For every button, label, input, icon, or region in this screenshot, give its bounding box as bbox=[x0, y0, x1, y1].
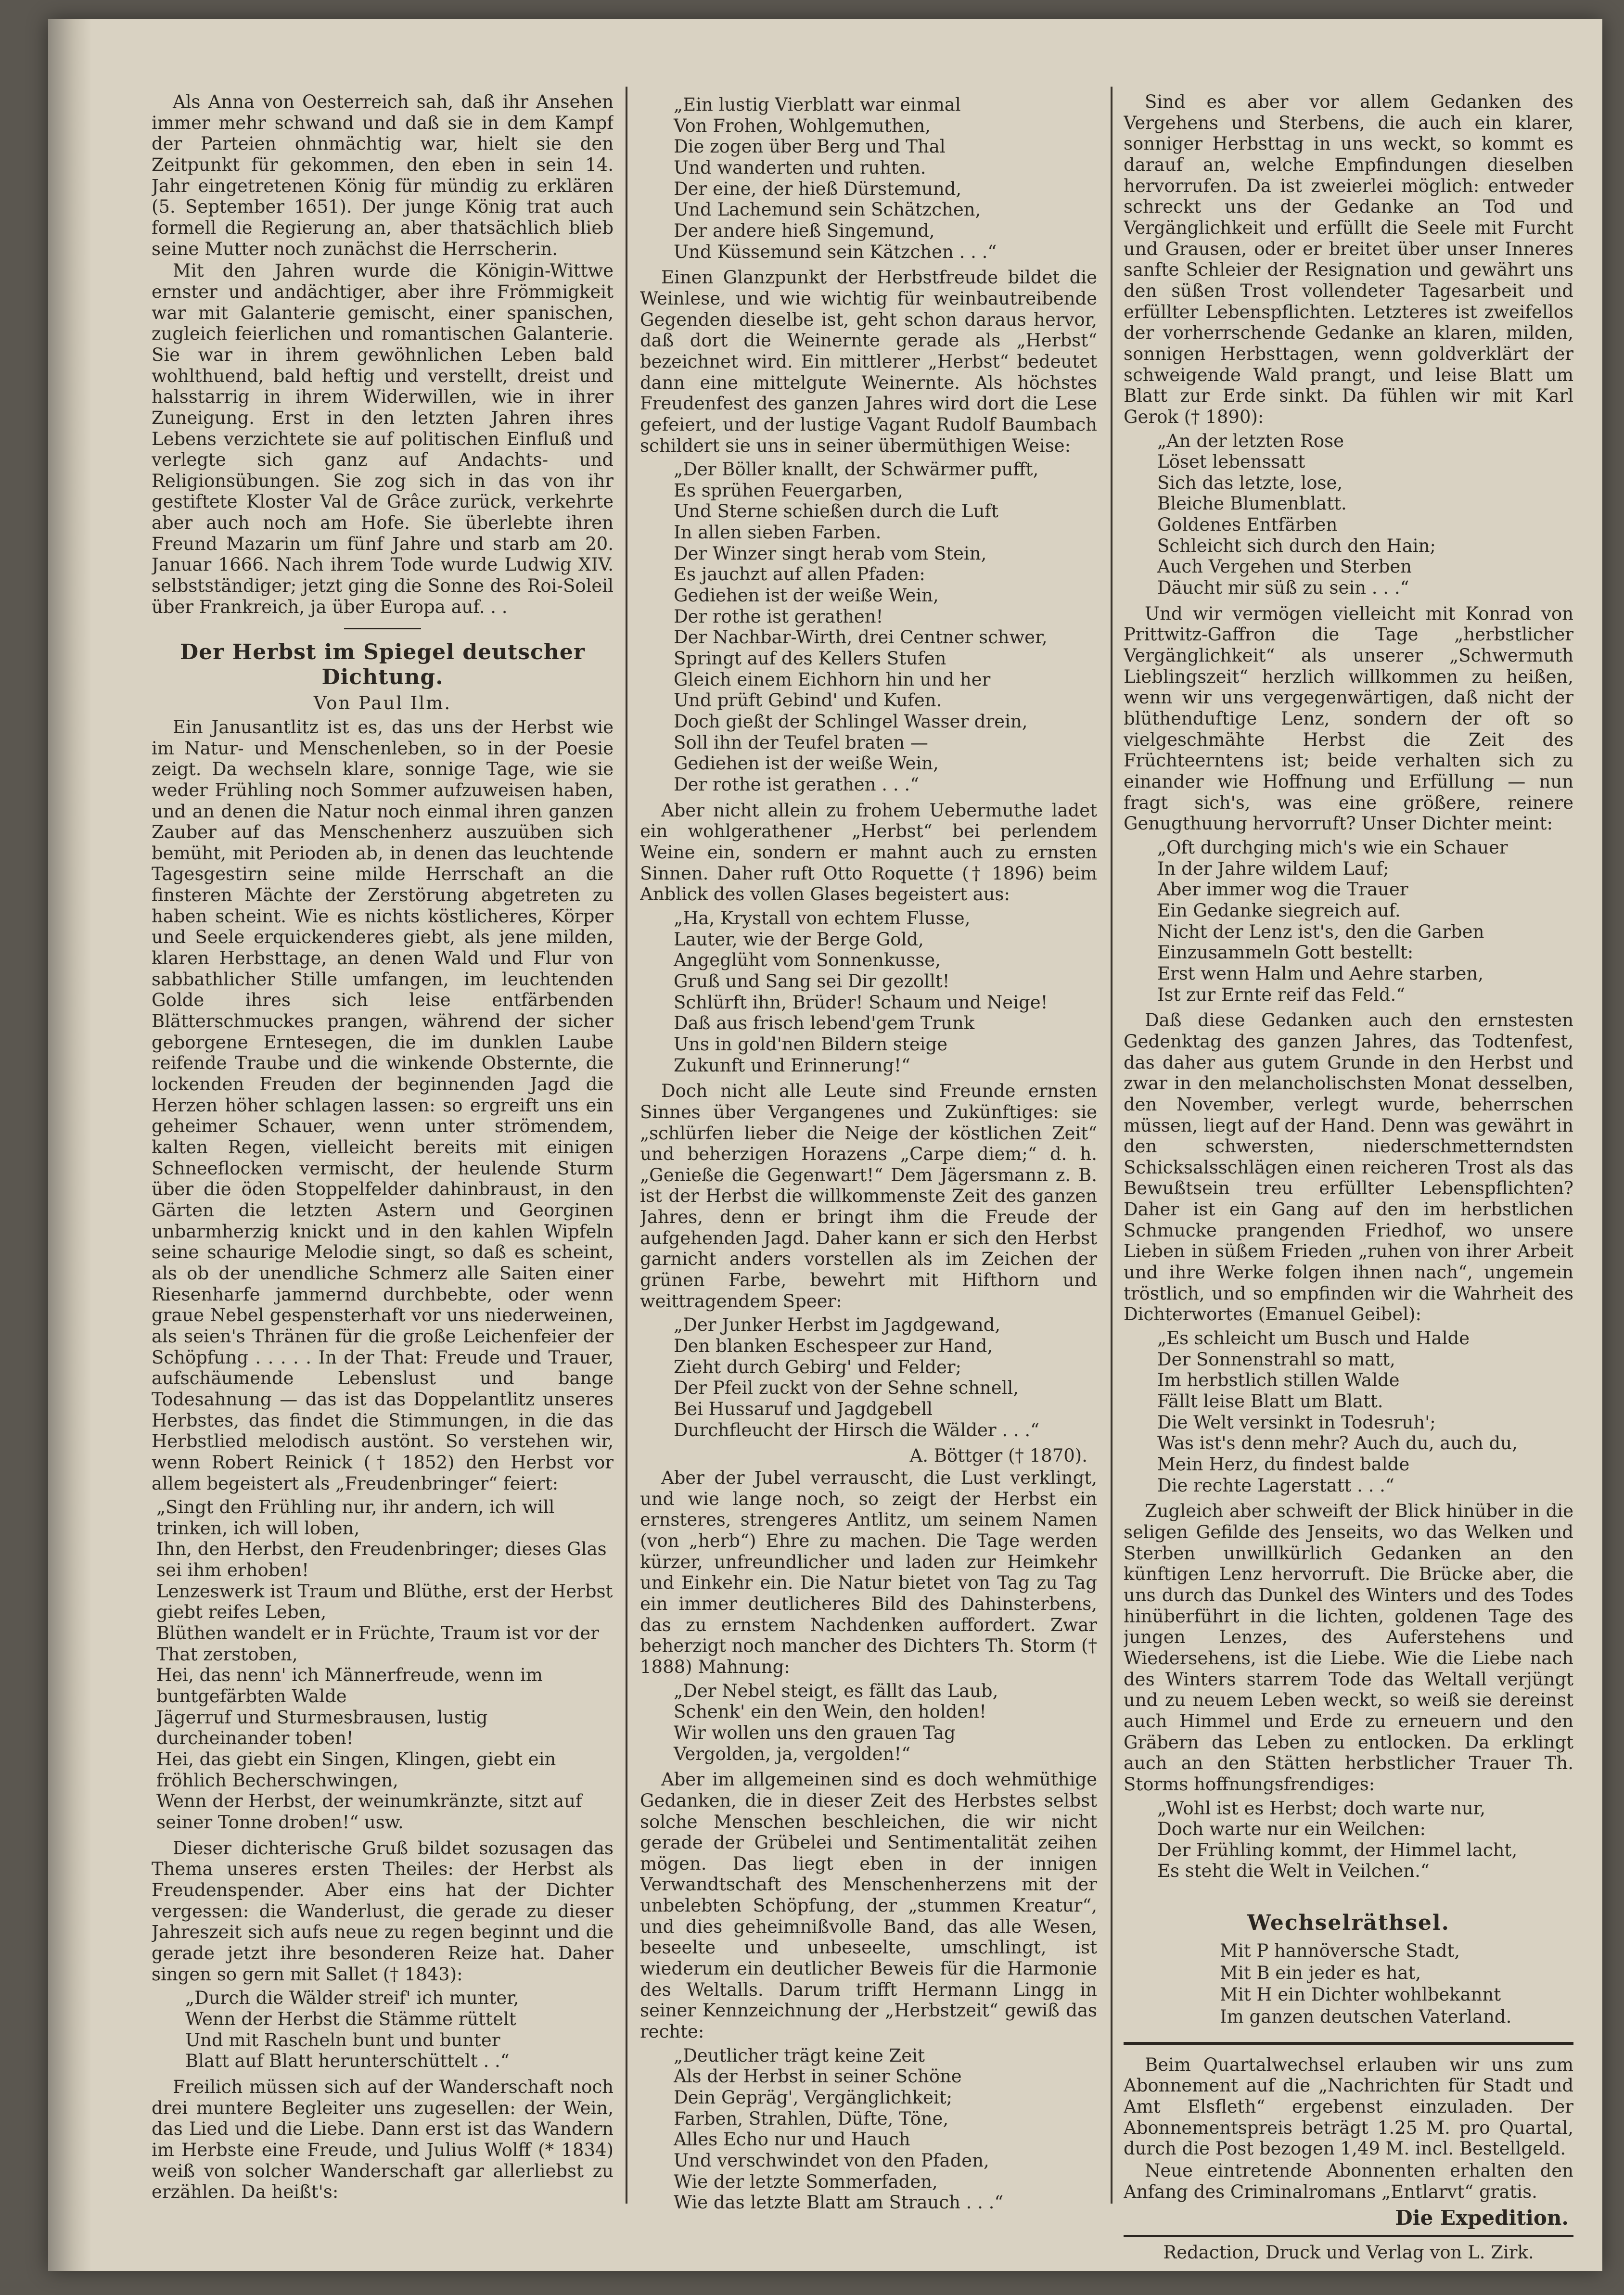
imprint-divider bbox=[1124, 2235, 1573, 2237]
article-paragraph: Freilich müssen sich auf der Wanderschaft noch drei muntere Begleiter uns zugesellen: der Wein, das Lied und die Liebe. Dann erst ist das Wandern im Herbste eine Freude, und Julius Wolff (* 1834) weiß von solcher Wanderschaft gar allerliebst zu erzählen. Da heißt's: bbox=[152, 2076, 614, 2203]
article-paragraph: Aber nicht allein zu frohem Uebermuthe ladet ein wohlgerathener „Herbst“ bei perlendem Weine ein, sondern er mahnt auch zu ernsten Sinnen. Daher ruft Otto Roquette († 1896) beim Anblick des vollen Glases begeistert aus: bbox=[640, 800, 1097, 905]
article-paragraph: Aber der Jubel verrauscht, die Lust verklingt, und wie lange noch, so zeigt der Herbst ein ernsteres, strengeres Antlitz, um seinem Namen (von „herb“) Ehre zu machen. Die Tage werden kürzer, unfreundlicher und laden zur Heimkehr und Einkehr ein. Die Natur bietet von Tag zu Tag ein immer deutlicheres Bild des Dahinsterbens, das zu ernstem Nachdenken auffordert. Zwar beherzigt noch mancher des Dichters Th. Storm († 1888) Mahnung: bbox=[640, 1467, 1097, 1677]
article-paragraph: Sind es aber vor allem Gedanken des Vergehens und Sterbens, die auch ein klarer, sonniger Herbsttag in uns weckt, so kommt es darauf an, welche Empfindungen dieselben hervorrufen. Da ist zweierlei möglich: entweder schreckt uns der Gedanke an Tod und Vergänglichkeit und erfüllt die Seele mit Furcht und Grausen, oder er breitet über unser Inneres sanfte Schleier der Resignation und gewährt uns den süßen Trost vollendeter Tagesarbeit und erfüllter Lebenspflichten. Letzteres ist zweifellos der vorherrschende Gedanke an klaren, milden, sonnigen Herbsttagen, wenn goldverklärt der schweigende Wald prangt, und leise Blatt um Blatt zur Erde sinkt. Da fühlen wir mit Karl Gerok († 1890): bbox=[1124, 91, 1573, 427]
riddle-line: Mit P hannöversche Stadt, bbox=[1220, 1940, 1460, 1962]
expedition-signature: Die Expedition. bbox=[1395, 2206, 1569, 2230]
article-paragraph: Mit den Jahren wurde die Königin-Wittwe ernster und andächtiger, aber ihre Frömmigkeit war mit Galanterie gemischt, einer spanischen, zugleich feierlichen und romantischen Galanterie. Sie war in ihrem gewöhnlichen Leben bald wohlthuend, bald heftig und verstellt, dreist und halsstarrig in ihrem Widerwillen, wie in ihrer Zuneigung. Erst in den letzten Jahren ihres Lebens verzichtete sie auf politischen Einfluß und verlegte sich ganz auf Andachts- und Religionsübungen. Sie zog sich in das von ihr gestiftete Kloster Val de Grâce zurück, verkehrte aber auch noch am Hofe. Sie überlebte ihren Freund Mazarin um fünf Jahre und starb am 20. Januar 1666. Nach ihrem Tode wurde Ludwig XIV. selbstständiger; jetzt ging die Sonne des Roi-Soleil über Frankreich, ja über Europa auf. . . bbox=[152, 260, 614, 617]
article-paragraph: Aber im allgemeinen sind es doch wehmüthige Gedanken, die in dieser Zeit des Herbstes selbst solche Menschen beschleichen, die wir nicht gerade der Grübelei und Sentimentalität zeihen mögen. Das liegt eben in der innigen Verwandtschaft des Menschenherzens mit der unbelebten Schöpfung, der „stummen Kreatur“, und dies geheimnißvolle Band, das alle Wesen, beseelte und unbeseelte, umschlingt, ist wiederum ein deutlicher Beweis für die Harmonie des Weltalls. Darum trifft Hermann Lingg in seiner Kennzeichnung der „Herbstzeit“ gewiß das rechte: bbox=[640, 1769, 1097, 2042]
article-paragraph: Zugleich aber schweift der Blick hinüber in die seligen Gefilde des Jenseits, wo das Welken und Sterben unwillkürlich Gedanken an den künftigen Lenz hervorruft. Die Brücke aber, die uns durch das Dunkel des Winters und des Todes hinüberführt in die lichten, goldenen Tage des jungen Lenzes, des Auferstehens und Wiedersehens, ist die Liebe. Wie die Liebe nach des Winters starrem Tode das Weltall verjüngt und zu neuem Leben weckt, so weiß sie dereinst auch Himmel und Erde zu erneuern und den Gräbern das Leben zu entlocken. Da erklingt auch an den Stätten herbstlicher Trauer Th. Storms hoffnungsfrendiges: bbox=[1124, 1501, 1573, 1795]
column-rule bbox=[626, 87, 627, 2204]
article-paragraph: Einen Glanzpunkt der Herbstfreude bildet die Weinlese, und wie wichtig für weinbautreibende Gegenden dieselbe ist, geht schon daraus hervor, daß dort die Weinernte gerade als „Herbst“ bezeichnet wird. Ein mittlerer „Herbst“ bedeutet dann eine mittelgute Weinernte. Als höchstes Freudenfest des ganzen Jahres wird dort die Lese gefeiert, und der lustige Vagant Rudolf Baumbach schildert sie uns in seiner übermüthigen Weise: bbox=[640, 267, 1097, 456]
poem-quote: „Durch die Wälder streif' ich munter, Wenn der Herbst die Stämme rüttelt Und mit Rascheln bunt und bunter Blatt auf Blatt herunterschüttelt . .“ bbox=[185, 1988, 519, 2072]
riddle-line: Mit H ein Dichter wohlbekannt bbox=[1220, 1984, 1501, 2005]
poem-quote: „An der letzten Rose Löset lebenssatt Sich das letzte, lose, Bleiche Blumenblatt. Goldenes Entfärben Schleicht sich durch den Hain; Auch Vergehen und Sterben Däucht mir süß zu sein . . .“ bbox=[1157, 430, 1436, 599]
poem-quote: „Wohl ist es Herbst; doch warte nur, Doch warte nur ein Weilchen: Der Frühling kommt, der Himmel lacht, Es steht die Welt in Veilchen.“ bbox=[1157, 1798, 1518, 1882]
article-paragraph: Und wir vermögen vielleicht mit Konrad von Prittwitz-Gaffron die Tage „herbstlicher Vergänglichkeit“ als unserer „Schwermuth Lieblingszeit“ herzlich willkommen zu heißen, wenn wir uns vergegenwärtigen, daß nicht der blüthenduftige Lenz, sondern der oft so vielgeschmähte Herbst die Zeit des Früchteerntens ist; beide verhalten sich zu einander wie Hoffnung und Erfüllung — nun fragt sich's, was eine größere, reinere Genugthuung hervorruft? Unser Dichter meint: bbox=[1124, 603, 1573, 834]
article-paragraph: Daß diese Gedanken auch den ernstesten Gedenktag des ganzen Jahres, das Todtenfest, das daher aus gutem Grunde in den Herbst und zwar in den melancholischsten Monat desselben, den November, verlegt wurde, beherrschen müssen, liegt auf der Hand. Denn was gewährt in den schwersten, niederschmetterndsten Schicksalsschlägen einen reicheren Trost als das Bewußtsein treu erfüllter Lebenspflichten? Daher ist ein Gang auf den im herbstlichen Schmucke prangenden Friedhof, wo unsere Lieben in süßem Frieden „ruhen von ihrer Arbeit und ihre Werke folgen ihnen nach“, ungemein tröstlich, und so empfinden wir die Wahrheit des Dichterwortes (Emanuel Geibel): bbox=[1124, 1010, 1573, 1325]
section-divider bbox=[344, 628, 421, 629]
column-middle bbox=[640, 91, 1097, 2218]
poem-quote: „Es schleicht um Busch und Halde Der Sonnenstrahl so matt, Im herbstlich stillen Walde Fällt leise Blatt um Blatt. Die Welt versinkt in Todesruh'; Was ist's denn mehr? Auch du, auch du, Mein Herz, du findest balde Die rechte Lagerstatt . . .“ bbox=[1157, 1328, 1518, 1496]
article-paragraph: Als Anna von Oesterreich sah, daß ihr Ansehen immer mehr schwand und daß sie in dem Kampf der Parteien ohnmächtig war, hielt sie den Zeitpunkt für gekommen, den eben in sein 14. Jahr eingetretenen König für mündig zu erklären (5. September 1651). Der junge König trat auch formell die Regierung an, aber thatsächlich blieb seine Mutter noch zunächst die Herrscherin. bbox=[152, 91, 614, 259]
column-left bbox=[152, 91, 614, 2204]
newspaper-page bbox=[48, 19, 1602, 2271]
poem-quote: „Der Junker Herbst im Jagdgewand, Den blanken Eschespeer zur Hand, Zieht durch Gebirg' und Felder; Der Pfeil zuckt von der Sehne schnell, Bei Hussaruf und Jagdgebell Durchfleucht der Hirsch die Wälder . . .“ bbox=[674, 1314, 1040, 1441]
article-paragraph: Dieser dichterische Gruß bildet sozusagen das Thema unseres ersten Theiles: der Herbst als Freudenspender. Aber eins hat der Dichter vergessen: die Wanderlust, die gerade zu dieser Jahreszeit sich aufs neue zu regen beginnt und die gerade jetzt ihre besonderen Reize hat. Daher singen so gern mit Sallet († 1843): bbox=[152, 1837, 614, 1985]
page-binding bbox=[48, 19, 91, 2271]
poem-quote: „Deutlicher trägt keine Zeit Als der Herbst in seiner Schöne Dein Gepräg', Vergänglichkeit; Farben, Strahlen, Düfte, Töne, Alles Echo nur und Hauch Und verschwindet von den Pfaden, Wie der letzte Sommerfaden, Wie das letzte Blatt am Strauch . . .“ bbox=[674, 2045, 1004, 2213]
riddle-line: Im ganzen deutschen Vaterland. bbox=[1220, 2006, 1512, 2027]
poem-attribution: A. Böttger († 1870). bbox=[909, 1445, 1087, 1466]
poem-quote: „Oft durchging mich's wie ein Schauer In der Jahre wildem Lauf; Aber immer wog die Trauer Ein Gedanke siegreich auf. Nicht der Lenz ist's, den die Garben Einzusammeln Gott bestellt: Erst wenn Halm und Aehre starben, Ist zur Ernte reif das Feld.“ bbox=[1157, 837, 1508, 1005]
poem-quote: „Ha, Krystall von echtem Flusse, Lauter, wie der Berge Gold, Angeglüht vom Sonnenkusse, Gruß und Sang sei Dir gezollt! Schlürft ihn, Brüder! Schaum und Neige! Daß aus frisch lebend'gem Trunk Uns in gold'nen Bildern steige Zukunft und Erinnerung!“ bbox=[674, 907, 1048, 1076]
imprint-line: Redaction, Druck und Verlag von L. Zirk. bbox=[1163, 2242, 1534, 2263]
poem-quote: „Der Böller knallt, der Schwärmer pufft, Es sprühen Feuergarben, Und Sterne schießen durch die Luft In allen sieben Farben. Der Winzer singt herab vom Stein, Es jauchzt auf allen Pfaden: Gediehen ist der weiße Wein, Der rothe ist gerathen! Der Nachbar-Wirth, drei Centner schwer, Springt auf des Kellers Stufen Gleich einem Eichhorn hin und her Und prüft Gebind' und Kufen. Doch gießt der Schlingel Wasser drein, Soll ihn der Teufel braten — Gediehen ist der weiße Wein, Der rothe ist gerathen . . .“ bbox=[674, 459, 1048, 795]
riddle-line: Mit B ein jeder es hat, bbox=[1220, 1962, 1421, 1983]
article-byline: Von Paul Ilm. bbox=[313, 693, 452, 714]
article-paragraph: Ein Janusantlitz ist es, das uns der Herbst wie im Natur- und Menschenleben, so in der Poesie zeigt. Da wechseln klare, sonnige Tage, wie sie weder Frühling noch Sommer aufzuweisen haben, und an denen die Natur noch einmal ihren ganzen Zauber auf das Menschenherz auszuüben sich bemüht, mit Perioden ab, in denen das leuchtende Tagesgestirn seine milde Herrschaft an die finsteren Mächte der Zerstörung abgetreten zu haben scheint. Wie es nichts köstlicheres, Körper und Seele erquickenderes giebt, als jene milden, klaren Herbsttage, an denen Wald und Flur von sabbathlicher Stille umfangen, im leuchtenden Golde ihres sich leise entfärbenden Blätterschmuckes prangen, während der sicher geborgene Erntesegen, die im dunklen Laube reifende Traube und die winkende Obsternte, die lockenden Freuden der beginnenden Jagd die Herzen höher schlagen lassen: so ergreift uns ein geheimer Schauer, wenn unter strömendem, kalten Regen, vielleicht bereits mit einigen Schneeflocken vermischt, der heulende Sturm über die öden Stoppelfelder dahinbraust, in den Gärten die letzten Astern und Georginen unbarmherzig knickt und in den kahlen Wipfeln seine schaurige Melodie singt, so daß es scheint, als ob der unendliche Schmerz alle Saiten einer Riesenharfe jammernd durchbebte, oder wenn graue Nebel gespensterhaft vor uns niederweinen, als seien's Thränen für die große Leichenfeier der Schöpfung . . . . . In der That: Freude und Trauer, aufschäumende Lebenslust und bange Todesahnung — das ist das Doppelantlitz unseres Herbstes, das findet die Stimmungen, in die das Herbstlied melodisch austönt. So verstehen wir, wenn Robert Reinick († 1852) den Herbst vor allem begeistert als „Freudenbringer“ feiert: bbox=[152, 716, 614, 1494]
riddle-title: Wechselräthsel. bbox=[1247, 1911, 1450, 1936]
subscription-notice: Beim Quartalwechsel erlauben wir uns zum Abonnement auf die „Nachrichten für Stadt und Amt Elsfleth“ ergebenst einzuladen. Der Abonnementspreis beträgt 1.25 M. pro Quartal, durch die Post bezogen 1,49 M. incl. Bestellgeld. bbox=[1124, 2054, 1573, 2159]
column-right bbox=[1124, 91, 1573, 2264]
poem-quote: „Der Nebel steigt, es fällt das Laub, Schenk' ein den Wein, den holden! Wir wollen uns den grauen Tag Vergolden, ja, vergolden!“ bbox=[674, 1680, 998, 1764]
poem-quote: „Ein lustig Vierblatt war einmal Von Frohen, Wohlgemuthen, Die zogen über Berg und Thal Und wanderten und ruhten. Der eine, der hieß Dürstemund, Und Lachemund sein Schätzchen, Der andere hieß Singemund, Und Küssemund sein Kätzchen . . .“ bbox=[674, 94, 997, 262]
article-title: Der Herbst im Spiegel deutscher Dichtung. bbox=[179, 640, 585, 690]
poem-quote: „Singt den Frühling nur, ihr andern, ich will trinken, ich will loben, Ihn, den Herbst, den Freudenbringer; dieses Glas sei ihm erhoben! Lenzeswerk ist Traum und Blüthe, erst der Herbst giebt reifes Leben, Blüthen wandelt er in Früchte, Traum ist vor der That zerstoben, Hei, das nenn' ich Männerfreude, wenn im buntgefärbten Walde Jägerruf und Sturmesbrausen, lustig durcheinander toben! Hei, das giebt ein Singen, Klingen, giebt ein fröhlich Becherschwingen, Wenn der Herbst, der weinumkränzte, sitzt auf seiner Tonne droben!“ usw. bbox=[156, 1497, 613, 1833]
notice-divider bbox=[1124, 2042, 1573, 2045]
subscription-notice-2: Neue eintretende Abonnenten erhalten den Anfang des Criminalromans „Entlarvt“ gratis. bbox=[1124, 2160, 1573, 2202]
column-rule bbox=[1111, 87, 1113, 2204]
article-paragraph: Doch nicht alle Leute sind Freunde ernsten Sinnes über Vergangenes und Zukünftiges: sie „schlürfen lieber die Neige der köstlichen Zeit“ und beherzigen Horazens „Carpe diem;“ d. h. „Genieße die Gegenwart!“ Dem Jägersmann z. B. ist der Herbst die willkommenste Zeit des ganzen Jahres, denn er bringt ihm die Freude der aufgehenden Jagd. Daher kann er sich den Herbst garnicht anders vorstellen als im Zeichen der grünen Farbe, bewehrt mit Hifthorn und weittragendem Speer: bbox=[640, 1081, 1097, 1312]
